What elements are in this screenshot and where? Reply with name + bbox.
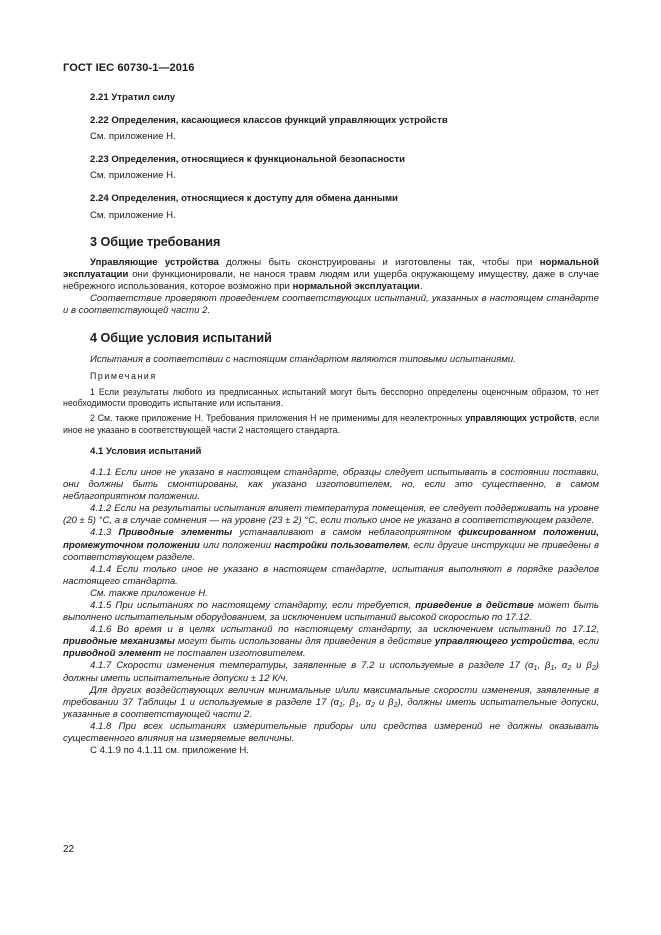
term-actuating-means: приводные механизмы [63,636,175,648]
clause-2-22-text: См. приложение Н. [90,131,176,143]
clause-4-1-2: 4.1.2 Если на результаты испытания влияет температура помещения, ее следует поддерживать на уровне (20 ± 5) °С, а в случае сомнения — на уровне (23 ± 2) °С, если только иное не указано в соответствующем разделе. [63,503,599,527]
text-run: , если другие инструкции не приведены в соответствующем разделе. [63,539,599,563]
note-2 [63,413,599,436]
text-run: они функционировали, не нанося травм людям или ущерба окружающему имуществу, даже в случае небрежного использования, которое возможно при [63,268,599,292]
text-run: . [419,280,423,292]
term-control: управляющих устройств [465,413,575,424]
section-4-heading: 4 Общие условия испытаний [90,331,272,346]
subscript: 2 [393,701,398,709]
clause-2-22-heading: 2.22 Определения, касающиеся классов функций управляющих устройств [90,115,448,127]
text-run: 2 См. также приложение Н. Требования приложения Н не применимы для неэлектронных [90,413,466,424]
clause-4-1-heading: 4.1 Условия испытаний [90,445,202,457]
term-control: управляющего устройства [434,636,573,648]
text-run: 4.1.7 Скорости изменения температуры, заявленные в 7.2 и используемые в разделе 17 (α [90,660,534,672]
text-run: , если [572,636,599,648]
section-4-paragraph-1: Испытания в соответствии с настоящим стандартом являются типовыми испытаниями. [90,354,516,366]
clause-2-23-text: См. приложение Н. [90,170,176,182]
text-run: , α [554,660,568,672]
clause-4-1-7 [63,660,599,684]
text-run: , β [537,660,551,672]
text-run: 4.1.3 [90,527,119,539]
clause-2-21-heading: 2.21 Утратил силу [90,92,176,103]
text-run: Для других воздействующих величин минимальные и/или максимальные скорости изменения, заявленные в требовании 37 Таблицы 1 и используемые в разделе 17 (α [63,684,599,708]
clause-2-24-heading: 2.24 Определения, относящиеся к доступу для обмена данными [90,193,398,205]
text-run: должны быть сконструированы и изготовлены так, чтобы при [218,256,540,268]
term-actuating-member: приводной элемент [63,648,162,660]
page-number: 22 [63,844,75,855]
text-run: могут быть использованы для приведения в действие [174,636,435,648]
clause-4-1-4-ref: См. также приложение Н. [90,587,208,599]
text-run: , если иное не указано в соответствующей части 2 настоящего стандарта. [63,413,599,435]
text-run: и β [374,696,394,708]
section-3-heading: 3 Общие требования [90,234,221,249]
subscript: 1 [355,701,359,709]
clause-4-1-9-ref: С 4.1.9 по 4.1.11 см. приложение Н. [90,745,249,757]
note-1: 1 Если результаты любого из предписанных испытаний могут быть бесспорно определены оценочным образом, то нет необходимости проводить испытание или испытания. [63,386,599,408]
subscript: 2 [591,665,596,673]
clause-4-1-8: 4.1.8 При всех испытаниях измерительные приборы или средства измерений не должны оказывать существенного влияния на измеряемые величины. [63,720,599,745]
subscript: 2 [567,665,572,673]
text-run: не поставлен изготовителем. [161,648,306,660]
subscript: 1 [533,665,538,673]
clause-4-1-4: 4.1.4 Если только иное не указано в настоящем стандарте, испытания выполняют в порядке разделов настоящего стандарта. [63,563,599,587]
text-run: и β [571,660,592,672]
text-run: 4.1.5 При испытаниях по настоящему стандарту, если требуется, [90,600,416,612]
clause-2-23-heading: 2.23 Определения, относящиеся к функциональной безопасности [90,154,405,166]
term-actuating-member: Приводные элементы [118,527,233,539]
subscript: 1 [339,701,343,709]
text-run: ) должны иметь испытательные допуски ± 12 К/ч. [63,660,599,684]
term-fixed-position: фиксированном положении, промежуточном положении [63,527,599,551]
notes-label: Примечания [90,371,157,382]
section-3-paragraph-1 [63,257,599,293]
term-user-setting: настройки пользователем [274,539,408,551]
clause-4-1-1: 4.1.1 Если иное не указано в настоящем стандарте, образцы следует испытывать в состоянии поставки, они должны быть смонтированы, как указано изготовителем, но, если это существенно, в самом неблагоприятном положении. [63,466,599,503]
text-run: может быть выполнено испытательным оборудованием, за исключением испытаний высокой скоростью по 17.12. [63,600,599,624]
subscript: 1 [550,665,555,673]
text-run: устанавливают в самом неблагоприятном [232,527,459,539]
clause-4-1-7-other [63,685,599,721]
term-normal-use: нормальной эксплуатации [63,256,599,280]
term-actuation: приведение в действие [415,600,534,612]
text-run: 4.1.6 Во время и в целях испытаний по настоящему стандарту, за исключением испытаний по 17.12, [90,624,599,636]
document-header: ГОСТ IEC 60730-1—2016 [63,62,195,74]
term-control: Управляющие устройства [90,256,219,268]
text-run: , α [358,696,372,708]
clause-4-1-5 [63,600,599,624]
clause-4-1-6 [63,624,599,660]
clause-2-24-text: См. приложение Н. [90,209,176,221]
document-body [63,92,599,757]
clause-4-1-3 [63,527,599,563]
subscript: 2 [371,701,375,709]
term-normal-use: нормальной эксплуатации [292,280,420,292]
section-3-paragraph-2: Соответствие проверяют проведением соответствующих испытаний, указанных в настоящем стандарте и в соответствующей части 2. [63,293,599,317]
text-run: ), должны иметь испытательные допуски, указанные в соответствующей части 2. [63,696,599,720]
text-run: , β [342,696,356,708]
text-run: или положении [199,539,275,551]
